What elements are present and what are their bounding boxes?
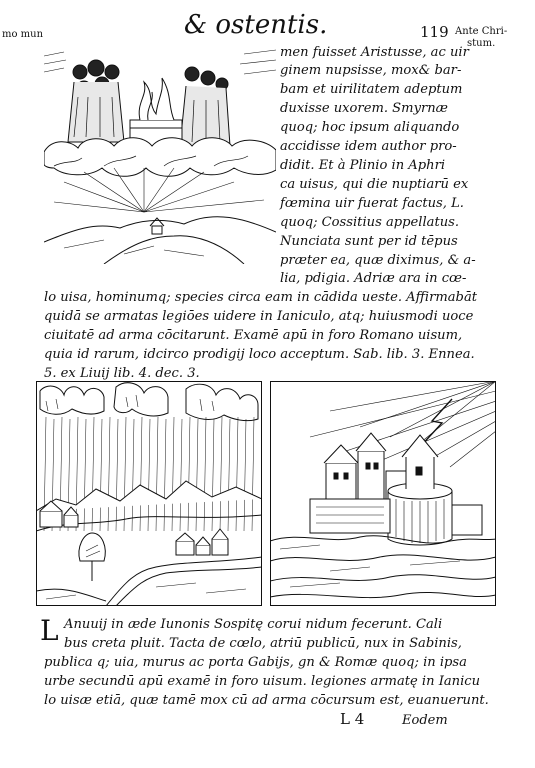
text-line: ca uisus, qui die nuptiarū ex — [280, 177, 469, 192]
text-line: lo uisæ etiā, quæ tamē mox cū ad arma cōcursum est, euanuerunt. — [44, 693, 489, 708]
text-line: accidisse idem author pro- — [280, 139, 457, 154]
text-line: quidā se armatas legiōes uidere in Ianiculo, atq; huiusmodi uoce — [44, 309, 474, 324]
text-line: quoq; Cossitius appellatus. — [280, 215, 460, 230]
woodcut-fortress-storm — [270, 381, 496, 606]
text-line: duxisse uxorem. Smyrnæ — [280, 101, 448, 116]
text-line: urbe secundū apū examē in foro uisum. legiones armatę in Ianicu — [44, 674, 481, 689]
text-line: didit. Et à Plinio in Aphri — [280, 158, 446, 173]
signature-mark: L 4 — [340, 710, 365, 728]
text-line: fœmina uir fuerat factus, L. — [280, 196, 464, 211]
text-line: publica q; uia, murus ac porta Gabijs, gn & Romæ quoq; in ipsa — [44, 655, 467, 670]
text-line: quia id rarum, idcirco prodigij loco acceptum. Sab. lib. 3. Ennea. — [44, 347, 475, 362]
text-line: quoq; hoc ipsum aliquando — [280, 120, 460, 135]
margin-note-line: stum. — [467, 38, 496, 49]
text-line: ciuitatē ad arma cōcitarunt. Examē apū in foro Romano uisum, — [44, 328, 463, 343]
text-line: Nunciata sunt per id tēpus — [280, 234, 458, 249]
page-number: 119 — [420, 23, 449, 41]
drop-cap: L — [40, 614, 59, 647]
text-line: ginem nupsisse, mox& bar- — [280, 63, 462, 78]
text-line: bam et uirilitatem adeptum — [280, 82, 463, 97]
text-line: lo uisa, hominumq; species circa eam in cādida ueste. Affirmabāt — [44, 290, 478, 305]
text-line: Anuuij in æde Iunonis Sospitę corui nidum fecerunt. Cali — [64, 617, 443, 632]
margin-note-line: Ante Chri- — [455, 26, 508, 37]
text-line: præter ea, quæ diximus, & a- — [280, 253, 476, 268]
woodcut-rain-landscape — [36, 381, 262, 606]
catchword: Eodem — [402, 713, 448, 728]
text-line: men fuisset Aristusse, ac uir — [280, 45, 469, 60]
text-line: 5. ex Liuij lib. 4. dec. 3. — [44, 366, 200, 381]
text-line: bus creta pluit. Tacta de cœlo, atriū publicū, nux in Sabinis, — [64, 636, 462, 651]
woodcut-cloud-apparition — [44, 42, 276, 264]
left-margin-fragment: mo mun — [2, 29, 44, 40]
text-line: lia, pdigia. Adriæ ara in cœ- — [280, 271, 467, 286]
page-title: & ostentis. — [184, 10, 328, 40]
